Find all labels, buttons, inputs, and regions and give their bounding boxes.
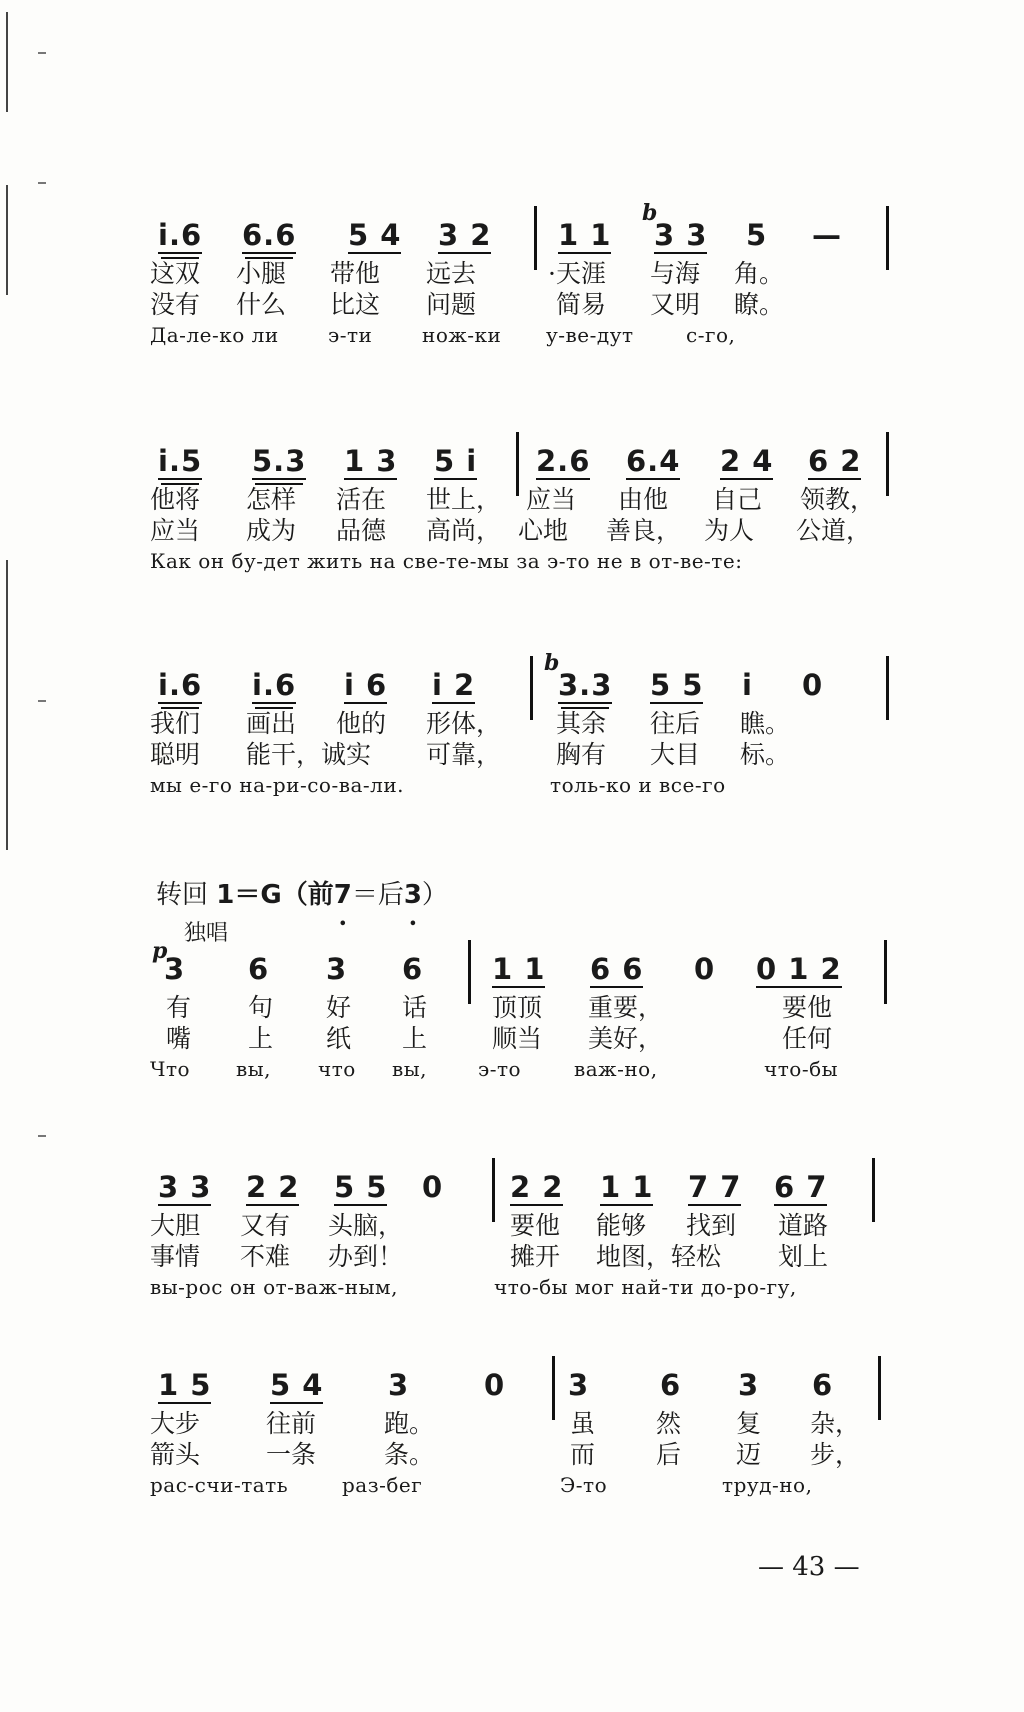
scan-speck xyxy=(38,182,46,184)
chinese-lyrics-verse-1: 大步 往前 跑。 虽 然 复 杂， xyxy=(150,1409,861,1438)
note-group: 1 1 xyxy=(492,952,546,986)
note-group: 2.6 xyxy=(536,444,591,478)
note-group: 1 3 xyxy=(344,444,398,478)
note-group: 6 2 xyxy=(808,444,862,478)
note-group: 5 i xyxy=(434,444,478,478)
russian-lyrics: Что вы, что вы, э-то важ-но, что-бы xyxy=(150,1057,839,1081)
key-change-marking: 转回 1＝G（前7 •＝后3 •） xyxy=(156,874,448,911)
notation-row xyxy=(156,1356,896,1408)
note-group: 5 5 xyxy=(650,668,704,702)
note-group: 0 1 2 xyxy=(756,952,842,986)
russian-lyrics: вы-рос он от-важ-ным, что-бы мог най-ти до-ро-гу, xyxy=(150,1275,797,1299)
chinese-lyrics-verse-2: 没有 什么 比这 问题 简易 又明 瞭。 xyxy=(150,290,785,319)
chinese-lyrics-verse-1: 他将 怎样 活在 世上， 应当 由他 自己 领教， xyxy=(150,485,876,514)
score-system-6 xyxy=(150,1356,896,1500)
notation-row xyxy=(156,1158,896,1210)
notation-row xyxy=(156,650,896,708)
note-group: 5 4 xyxy=(348,218,402,252)
note-group: 6 xyxy=(660,1368,682,1402)
note-group: 3.3 xyxy=(558,668,613,702)
note-group: 1 1 xyxy=(600,1170,654,1204)
note-group: i.6 xyxy=(252,668,297,702)
russian-lyrics: Да-ле-ко ли э-ти нож-ки у-ве-дут с-го, xyxy=(150,323,736,347)
chinese-lyrics-verse-2: 嘴 上 纸 上 顺当 美好， 任何 xyxy=(166,1024,833,1053)
russian-lyrics: Как он бу-дет жить на све-те-мы за э-то не в от-ве-те: xyxy=(150,549,743,573)
note-group: 3 3 xyxy=(158,1170,212,1204)
note-group: 2 2 xyxy=(510,1170,564,1204)
chinese-lyrics-verse-1: 有 句 好 话 顶顶 重要， 要他 xyxy=(166,993,833,1022)
notation-row xyxy=(156,432,896,484)
note-group: i.5 xyxy=(158,444,203,478)
chinese-lyrics-verse-2: 箭头 一条 条。 而 后 迈 步， xyxy=(150,1440,861,1469)
note-group: 6 xyxy=(248,952,270,986)
note-group: i.6 xyxy=(158,668,203,702)
note-group: 3 xyxy=(164,952,186,986)
scan-speck xyxy=(38,700,46,702)
score-system-4 xyxy=(150,938,896,1084)
scan-speck xyxy=(38,1135,46,1137)
note-group: 0 xyxy=(422,1170,444,1204)
note-group: 0 xyxy=(484,1368,506,1402)
dynamic-piano: p xyxy=(152,938,168,964)
note-group: 6 xyxy=(402,952,424,986)
notation-row xyxy=(152,938,896,992)
sustain-dash: — xyxy=(812,218,842,252)
note-group: 3 3 xyxy=(654,218,708,252)
note-group: i 2 xyxy=(432,668,476,702)
note-group: i.6 xyxy=(158,218,203,252)
score-system-2 xyxy=(150,432,896,576)
note-group: 5 4 xyxy=(270,1368,324,1402)
scan-speck xyxy=(38,52,46,54)
chinese-lyrics-verse-2: 事情 不难 办到！ 摊开 地图，轻松 划上 xyxy=(150,1242,829,1271)
note-group: 3 xyxy=(568,1368,590,1402)
note-group: 1 5 xyxy=(158,1368,212,1402)
note-group: 5.3 xyxy=(252,444,307,478)
notation-row xyxy=(156,200,896,258)
note-group: i 6 xyxy=(344,668,388,702)
russian-lyrics: рас-счи-тать раз-бег Э-то труд-но, xyxy=(150,1473,813,1497)
note-group: 3 xyxy=(738,1368,760,1402)
note-group: 1 1 xyxy=(558,218,612,252)
score-system-1 xyxy=(150,200,896,350)
note-group: 0 xyxy=(694,952,716,986)
scan-margin-line xyxy=(6,12,8,112)
score-system-3 xyxy=(150,650,896,800)
chinese-lyrics-verse-1: 这双 小腿 带他 远去 ·天涯 与海 角。 xyxy=(150,259,785,288)
note-group: 6.6 xyxy=(242,218,297,252)
note-group: 2 2 xyxy=(246,1170,300,1204)
chinese-lyrics-verse-2: 应当 成为 品德 高尚， 心地 善良， 为人 公道， xyxy=(150,516,872,545)
note-group: 7 7 xyxy=(688,1170,742,1204)
note-group: 2 4 xyxy=(720,444,774,478)
score-system-5 xyxy=(150,1158,896,1302)
note-group: 3 xyxy=(388,1368,410,1402)
note-group: 6 xyxy=(812,1368,834,1402)
chinese-lyrics-verse-2: 聪明 能干，诚实 可靠， 胸有 大目 标。 xyxy=(150,740,791,769)
solo-label: 独唱 xyxy=(184,921,229,946)
scan-margin-line xyxy=(6,560,8,850)
chinese-lyrics-verse-1: 我们 画出 他的 形体， 其余 往后 瞧。 xyxy=(150,709,791,738)
note-group: 5 xyxy=(746,218,768,252)
russian-lyrics: мы е-го на-ри-со-ва-ли. толь-ко и все-го xyxy=(150,773,726,797)
note-group: 0 xyxy=(802,668,824,702)
note-group: 3 xyxy=(326,952,348,986)
flat-sign: b xyxy=(544,650,560,676)
note-group: 6.4 xyxy=(626,444,681,478)
note-group: i xyxy=(742,668,753,702)
chinese-lyrics-verse-1: 大胆 又有 头脑， 要他 能够 找到 道路 xyxy=(150,1211,829,1240)
note-group: 3 2 xyxy=(438,218,492,252)
note-group: 6 7 xyxy=(774,1170,828,1204)
note-group: 6 6 xyxy=(590,952,644,986)
note-group: 5 5 xyxy=(334,1170,388,1204)
page-number: — 43 — xyxy=(758,1552,860,1582)
flat-sign: b xyxy=(642,200,658,226)
scan-margin-line xyxy=(6,185,8,295)
